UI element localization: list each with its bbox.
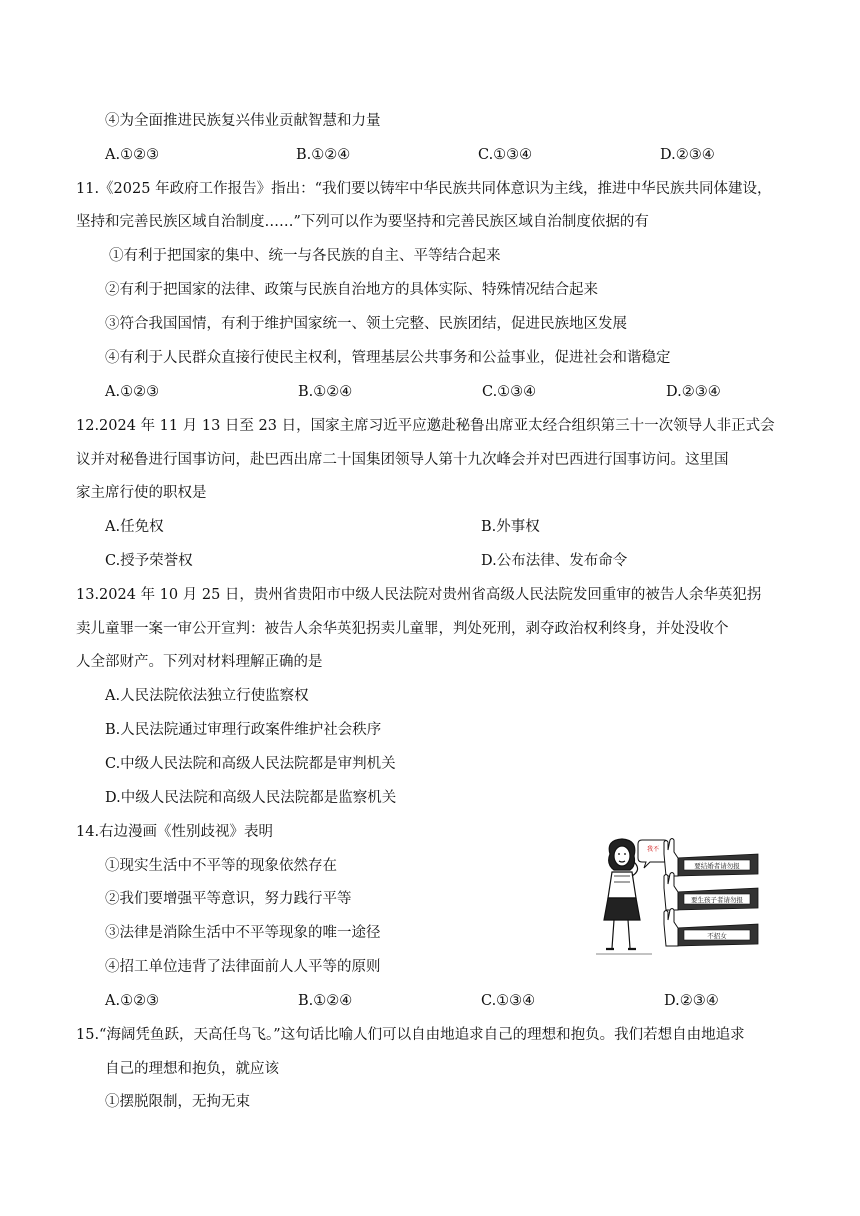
q11-stem-line-2: 坚持和完善民族区域自治制度……”下列可以作为要坚持和完善民族区域自治制度依据的有 — [76, 214, 649, 230]
q12-stem-line-3: 家主席行使的职权是 — [76, 485, 207, 501]
q11-item-1: ①有利于把国家的集中、统一与各民族的自主、平等结合起来 — [109, 248, 501, 264]
q15-stem-line-1: 15.“海阔凭鱼跃，天高任鸟飞。”这句话比喻人们可以自由地追求自己的理想和抱负。我们若想自由地追求 — [76, 1027, 745, 1043]
banner-2 — [676, 888, 758, 910]
q12-stem-line-2: 议并对秘鲁进行国事访问，赴巴西出席二十国集团领导人第十九次峰会并对巴西进行国事访问。这里国 — [76, 452, 729, 468]
q11-item-3: ③符合我国国情，有利于维护国家统一、领土完整、民族团结，促进民族地区发展 — [105, 316, 627, 332]
stop-hand-icons — [664, 839, 678, 947]
q13-option-c: C.中级人民法院和高级人民法院都是审判机关 — [105, 756, 396, 772]
q15-stem-line-2: 自己的理想和抱负，就应该 — [105, 1061, 279, 1077]
q10-option-c: C.①③④ — [478, 147, 533, 163]
q15-item-1: ①摆脱限制，无拘无束 — [105, 1094, 250, 1110]
q11-item-4: ④有利于人民群众直接行使民主权利，管理基层公共事务和公益事业，促进社会和谐稳定 — [105, 350, 671, 366]
q11-option-c: C.①③④ — [482, 384, 537, 400]
banner-3 — [676, 924, 758, 946]
bubble-text: 我不 — [646, 846, 660, 853]
q13-option-b: B.人民法院通过审理行政案件维护社会秩序 — [105, 722, 382, 738]
banner-3-text: 不招女 — [707, 932, 727, 940]
q10-item-4: ④为全面推进民族复兴伟业贡献智慧和力量 — [105, 113, 381, 129]
banner-1 — [676, 854, 758, 876]
q12-option-b: B.外事权 — [481, 519, 540, 535]
q14-option-b: B.①②④ — [298, 993, 353, 1009]
q13-option-d: D.中级人民法院和高级人民法院都是监察机关 — [105, 790, 397, 806]
banner-2-text: 要生孩子者请勿报 — [691, 896, 743, 904]
q11-stem-line-1: 11.《2025 年政府工作报告》指出：“我们要以铸牢中华民族共同体意识为主线，推进中华民族共同体建设， — [76, 181, 772, 197]
q11-option-a: A.①②③ — [105, 384, 160, 400]
q10-option-a: A.①②③ — [105, 147, 160, 163]
q12-stem-line-1: 12.2024 年 11 月 13 日至 23 日，国家主席习近平应邀赴秘鲁出席亚太经合组织第三十一次领导人非正式会 — [76, 418, 775, 434]
q13-stem-line-2: 卖儿童罪一案一审公开宣判：被告人余华英犯拐卖儿童罪，判处死刑，剥夺政治权利终身，并处没收个 — [76, 621, 729, 637]
q10-option-d: D.②③④ — [660, 147, 715, 163]
q11-option-b: B.①②④ — [298, 384, 353, 400]
q14-item-2: ②我们要增强平等意识，努力践行平等 — [105, 891, 352, 907]
q13-stem-line-1: 13.2024 年 10 月 25 日，贵州省贵阳市中级人民法院对贵州省高级人民法院发回重审的被告人余华英犯拐 — [76, 587, 762, 603]
q11-item-2: ②有利于把国家的法律、政策与民族自治地方的具体实际、特殊情况结合起来 — [105, 282, 598, 298]
q12-option-a: A.任免权 — [105, 519, 164, 535]
q14-option-d: D.②③④ — [664, 993, 719, 1009]
q14-item-3: ③法律是消除生活中不平等现象的唯一途径 — [105, 925, 381, 941]
banner-1-text: 要结婚者请勿报 — [694, 862, 740, 870]
q14-option-c: C.①③④ — [481, 993, 536, 1009]
q11-option-d: D.②③④ — [666, 384, 721, 400]
q10-option-b: B.①②④ — [296, 147, 351, 163]
q14-stem: 14.右边漫画《性别歧视》表明 — [76, 824, 274, 840]
q14-item-4: ④招工单位违背了法律面前人人平等的原则 — [105, 959, 381, 975]
q14-item-1: ①现实生活中不平等的现象依然存在 — [105, 858, 337, 874]
q14-option-a: A.①②③ — [105, 993, 160, 1009]
q12-option-c: C.授予荣誉权 — [105, 553, 193, 569]
gender-discrimination-cartoon — [592, 836, 760, 960]
q12-option-d: D.公布法律、发布命令 — [481, 553, 628, 569]
q13-stem-line-3: 人全部财产。下列对材料理解正确的是 — [76, 654, 323, 670]
q13-option-a: A.人民法院依法独立行使监察权 — [105, 688, 309, 704]
